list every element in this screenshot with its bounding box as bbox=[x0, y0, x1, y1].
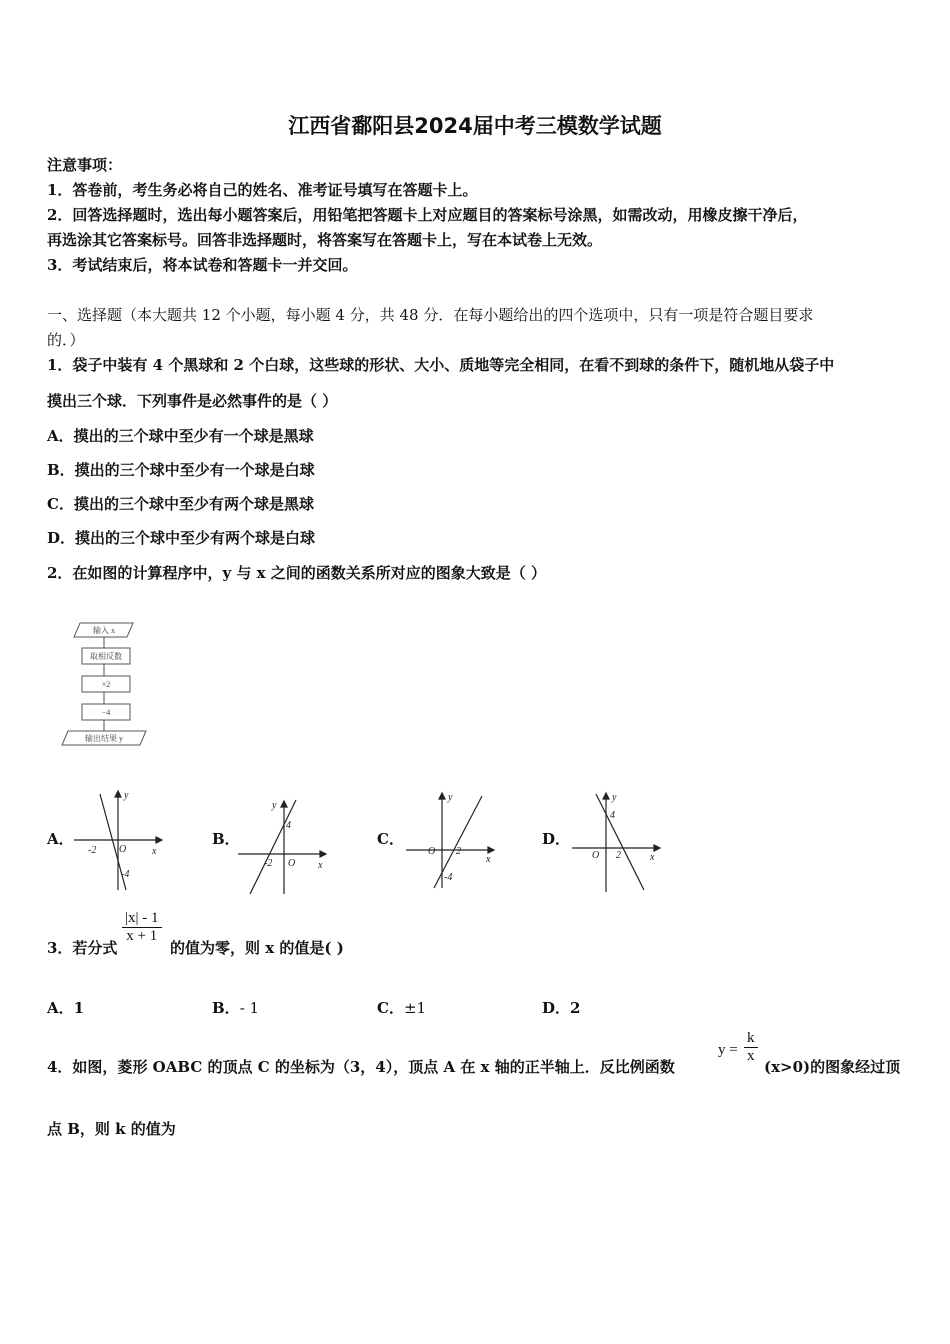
svg-text:y: y bbox=[272, 800, 277, 811]
q4-fraction-denominator: x bbox=[747, 1048, 755, 1064]
notice-item-2: 2．回答选择题时，选出每小题答案后，用铅笔把答题卡上对应题目的答案标号涂黑，如需改动，用橡皮擦干净后， bbox=[47, 206, 808, 224]
q4-stem-cont: 点 B，则 k 的值为 bbox=[47, 1120, 176, 1138]
q2-stem: 2．在如图的计算程序中，y 与 x 之间的函数关系所对应的图象大致是（ ） bbox=[47, 564, 546, 582]
svg-text:2: 2 bbox=[616, 850, 621, 861]
q3-suffix: 的值为零，则 x 的值是( ) bbox=[170, 939, 344, 957]
q2-graph-a bbox=[72, 788, 167, 893]
section1-heading-cont: 的．） bbox=[47, 331, 85, 349]
notice-heading: 注意事项： bbox=[47, 156, 123, 174]
svg-text:4: 4 bbox=[610, 810, 615, 821]
q3-fraction-numerator: |x| - 1 bbox=[122, 910, 162, 928]
svg-text:-2: -2 bbox=[88, 845, 97, 856]
graph-b-line bbox=[250, 800, 296, 894]
svg-text:-2: -2 bbox=[264, 858, 273, 869]
svg-text:2: 2 bbox=[456, 846, 461, 857]
q2-option-d-label: D． bbox=[542, 830, 571, 848]
svg-text:x: x bbox=[486, 854, 491, 865]
svg-text:O: O bbox=[288, 858, 296, 869]
q1-option-b: B．摸出的三个球中至少有一个球是白球 bbox=[47, 461, 315, 479]
page-title: 江西省鄱阳县2024届中考三模数学试题 bbox=[288, 114, 662, 138]
flow-minus4-label: −4 bbox=[101, 708, 111, 717]
q3-fraction-denominator: x + 1 bbox=[126, 928, 158, 944]
section1-heading: 一、选择题（本大题共 12 个小题，每小题 4 分，共 48 分．在每小题给出的四个选项中，只有一项是符合题目要求 bbox=[47, 306, 814, 324]
q2-option-c-label: C． bbox=[377, 830, 404, 848]
svg-text:x: x bbox=[650, 852, 655, 863]
notice-item-3: 3．考试结束后，将本试卷和答题卡一并交回。 bbox=[47, 256, 358, 274]
flow-times2-label: ×2 bbox=[101, 680, 111, 689]
svg-text:4: 4 bbox=[286, 820, 291, 831]
q2-option-b-label: B． bbox=[212, 830, 240, 848]
q1-stem: 1．袋子中装有 4 个黑球和 2 个白球，这些球的形状、大小、质地等完全相同，在看不到球的条件下，随机地从袋子中 bbox=[47, 356, 835, 374]
svg-text:y: y bbox=[124, 790, 129, 801]
q2-option-a-label: A． bbox=[47, 830, 74, 848]
q4-stem: 4．如图，菱形 OABC 的顶点 C 的坐标为（3，4），顶点 A 在 x 轴的正半轴上．反比例函数 bbox=[47, 1058, 675, 1076]
q2-graph-b bbox=[236, 798, 331, 896]
notice-item-2-cont: 再选涂其它答案标号。回答非选择题时，将答案写在答题卡上，写在本试卷上无效。 bbox=[47, 231, 603, 249]
notice-item-1: 1．答卷前，考生务必将自己的姓名、准考证号填写在答题卡上。 bbox=[47, 181, 478, 199]
svg-text:y: y bbox=[448, 792, 453, 803]
svg-text:O: O bbox=[428, 846, 436, 857]
svg-text:y: y bbox=[612, 792, 617, 803]
svg-text:x: x bbox=[318, 860, 323, 871]
q3-fraction bbox=[122, 910, 162, 945]
svg-text:-4: -4 bbox=[444, 872, 453, 883]
flow-input-label: 输入 x bbox=[93, 626, 115, 635]
flow-output-label: 输出结果 y bbox=[85, 734, 123, 743]
q2-graph-d bbox=[570, 790, 665, 894]
q3-prefix: 3．若分式 bbox=[47, 939, 118, 957]
svg-text:-4: -4 bbox=[121, 869, 130, 880]
q4-fraction-numerator: k bbox=[744, 1030, 758, 1048]
q2-flowchart bbox=[58, 618, 153, 750]
q1-stem-cont: 摸出三个球．下列事件是必然事件的是（ ） bbox=[47, 392, 338, 410]
q1-option-d: D．摸出的三个球中至少有两个球是白球 bbox=[47, 529, 316, 547]
q1-option-c: C．摸出的三个球中至少有两个球是黑球 bbox=[47, 495, 314, 513]
q3-option-d: D．2 bbox=[542, 999, 581, 1017]
q2-graph-c bbox=[404, 790, 499, 890]
q3-option-a: A．1 bbox=[47, 999, 85, 1017]
svg-text:x: x bbox=[152, 846, 157, 857]
graph-d-line bbox=[596, 794, 644, 890]
q4-func-lhs: y = bbox=[718, 1042, 738, 1058]
q4-stem-tail: (x>0)的图象经过顶 bbox=[764, 1058, 901, 1076]
flow-negate-label: 取相反数 bbox=[90, 652, 122, 661]
svg-text:O: O bbox=[119, 844, 127, 855]
graph-c-line bbox=[434, 796, 482, 888]
svg-text:O: O bbox=[592, 850, 600, 861]
q3-option-c: C．±1 bbox=[377, 999, 427, 1017]
q1-option-a: A．摸出的三个球中至少有一个球是黑球 bbox=[47, 427, 314, 445]
q4-fraction bbox=[744, 1030, 758, 1065]
q3-option-b: B．- 1 bbox=[212, 999, 260, 1017]
